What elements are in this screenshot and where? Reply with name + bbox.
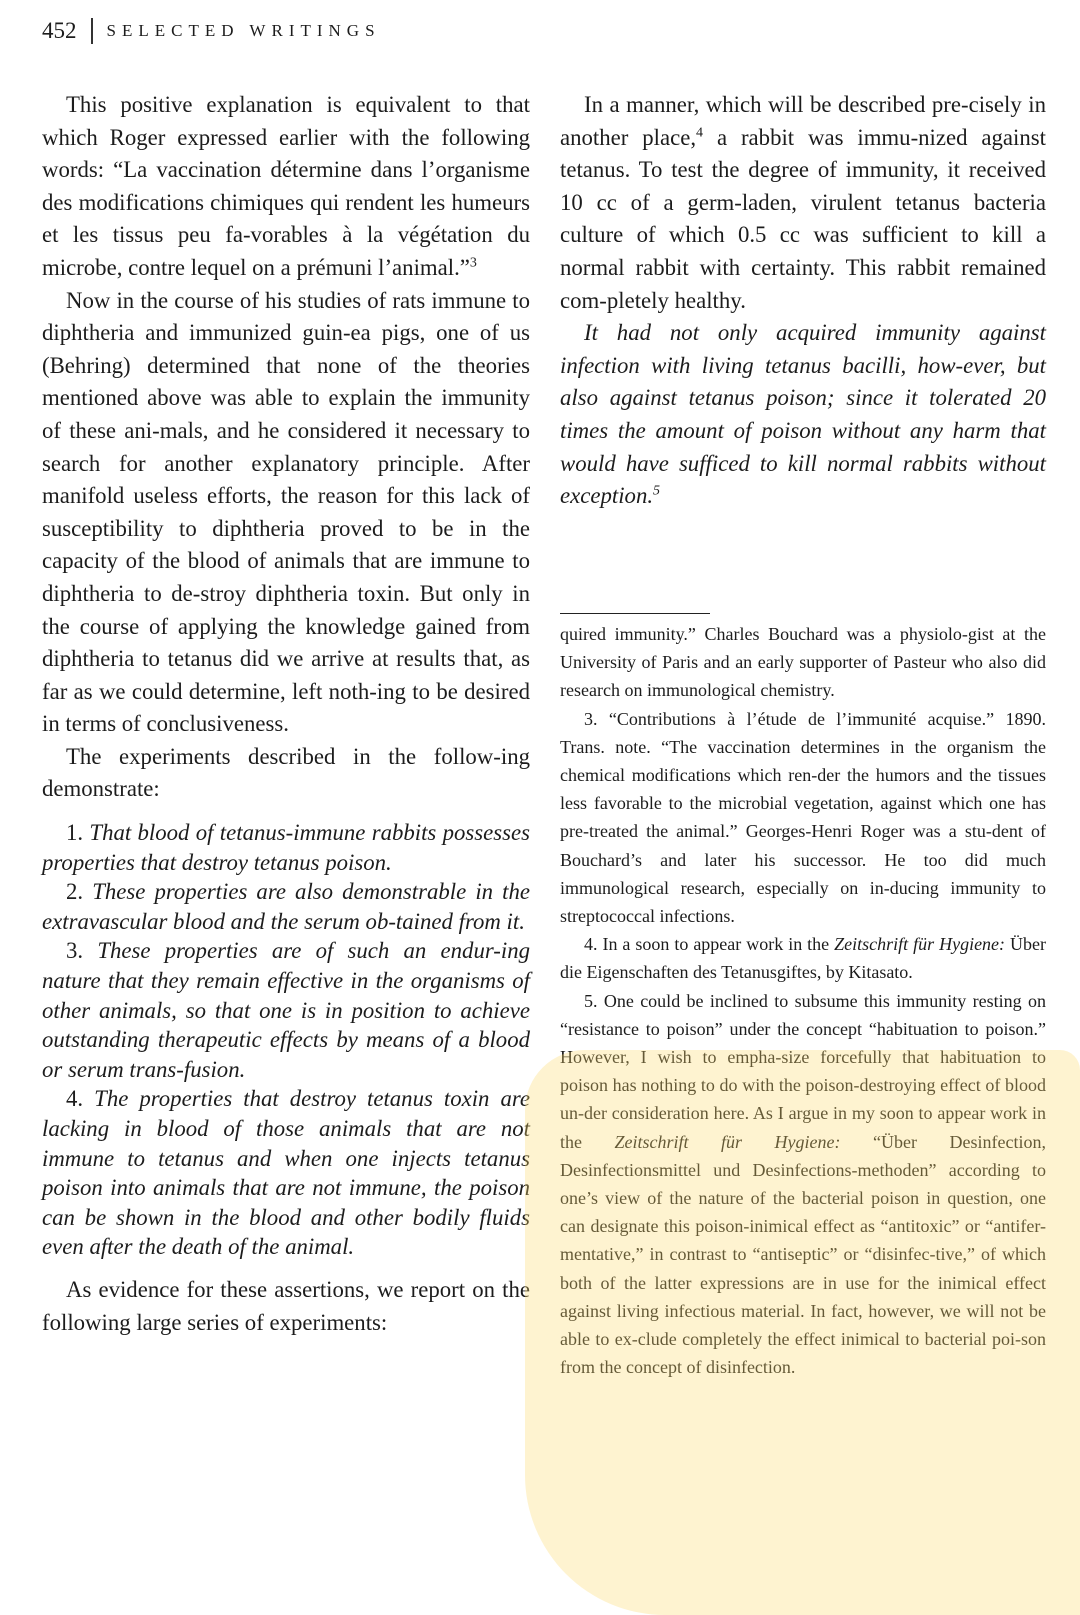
footnote-ref-4[interactable]: 4: [696, 125, 704, 140]
list-item: 1. That blood of tetanus-immune rabbits possesses properties that destroy tetanus poison.: [42, 820, 530, 875]
footnote-ref-5[interactable]: 5: [653, 483, 661, 499]
footnote-3: 3. “Contributions à l’étude de l’immunité acquise.” 1890. Trans. note. “The vaccination determines in the organism the chemical modifications which ren-der the humors and the tissues less favorable to the microbial vegetation, against which one has pre-treated the animal.” Georges-Henri Roger was a stu-dent of Bouchard’s and later his successor. He too did much immunological research, especially on in-ducing immunity to streptococcal infections.: [560, 708, 1046, 927]
paragraph-behring-studies: Now in the course of his studies of rats immune to diphtheria and immunized guin-ea pigs, one of us (Behring) determined that none of the theories mentioned above was able to explain the immunity of these ani-mals, and he considered it necessary to search for another explanatory principle. After manifold useless efforts, the reason for this lack of susceptibility to diphtheria proved to be in the capacity of the blood of animals that are immune to diphtheria to de-stroy diphtheria toxin. But only in the course of applying the knowledge gained from diphtheria to tetanus did we arrive at results that, as far as we could determine, left noth-ing to be desired in terms of conclusiveness.: [42, 287, 530, 737]
running-header: [42, 14, 381, 48]
paragraph-evidence: As evidence for these assertions, we report on the following large series of experiments:: [42, 1276, 530, 1335]
list-item: 3. These properties are of such an endur-ing nature that they remain effective in the organisms of other animals, so that one is in position to achieve outstanding therapeutic effects by means of a blood or serum trans-fusion.: [42, 938, 530, 1082]
footnotes: [560, 620, 1046, 1381]
footnote-divider: [560, 613, 710, 614]
paragraph-rabbit-immunized: In a manner, which will be described pre-cisely in another place,$^4$ a rabbit was immu-nized against tetanus. To test the degree of immunity, it received 10 cc of a germ-laden, virulent tetanus bacteria culture of which 0.5 cc was sufficient to kill a normal rabbit with certainty. This rabbit remained com-pletely healthy.: [560, 92, 1046, 313]
paragraph-roger-quote: This positive explanation is equivalent to that which Roger expressed earlier with the following words: “La vaccination détermine dans l’organisme des modifications chimiques qui rendent les humeurs et les tissus peu fa-vorables à la végétation du microbe, contre lequel on a prémuni l’animal.”$^3$: [42, 92, 530, 280]
left-column: [42, 89, 530, 1339]
paragraph-poison-immunity: It had not only acquired immunity against infection with living tetanus bacilli, how-ever, but also against tetanus poison; since it tolerated 20 times the amount of poison without any harm that would have sufficed to kill normal rabbits without exception.$^5$: [560, 320, 1046, 509]
footnote-5: 5. One could be inclined to subsume this immunity resting on “resistance to poison” under the concept “habituation to poison.” However, I wish to empha-size forcefully that habituation to poison has nothing to do with the poison-destroying effect of blood un-der consideration here. As I argue in my soon to appear work in the Zeitschrift für Hygiene: “Über Desinfection, Desinfectionsmittel und Desinfections-methoden” according to one’s view of the nature of the bacterial poison in question, one can designate this poison-inimical effect as “antitoxic” or “antifer-mentative,” in contrast to “antiseptic” or “disinfec-tive,” of which both of the latter expressions are in use for the inimical effect against living infectious material. In fact, however, we will not be able to ex-clude completely the effect inimical to bacterial poi-son from the concept of disinfection.: [560, 990, 1046, 1378]
page-number: 452: [42, 18, 77, 43]
footnote-4: 4. In a soon to appear work in the Zeitschrift für Hygiene: Über die Eigenschaften des Tetanusgiftes, by Kitasato.: [560, 934, 1046, 983]
right-column: [560, 89, 1046, 513]
footnote-ref-3[interactable]: 3: [469, 255, 477, 271]
running-title: SELECTED WRITINGS: [106, 21, 381, 40]
list-item: 4. The properties that destroy tetanus toxin are lacking in blood of those animals that are not immune to tetanus and when one injects tetanus poison into animals that are not immune, the poison can be shown in the blood and other bodily fluids even after the death of the animal.: [42, 1086, 531, 1260]
list-item: 2. These properties are also demonstrable in the extravascular blood and the serum ob-tained from it.: [42, 879, 530, 934]
header-divider: [91, 18, 93, 44]
paragraph-experiments-intro: The experiments described in the follow-ing demonstrate:: [42, 743, 530, 802]
footnote-continued: quired immunity.” Charles Bouchard was a physiolo-gist at the University of Paris and an early supporter of Pasteur who also did research on immunological chemistry.: [560, 624, 1046, 701]
